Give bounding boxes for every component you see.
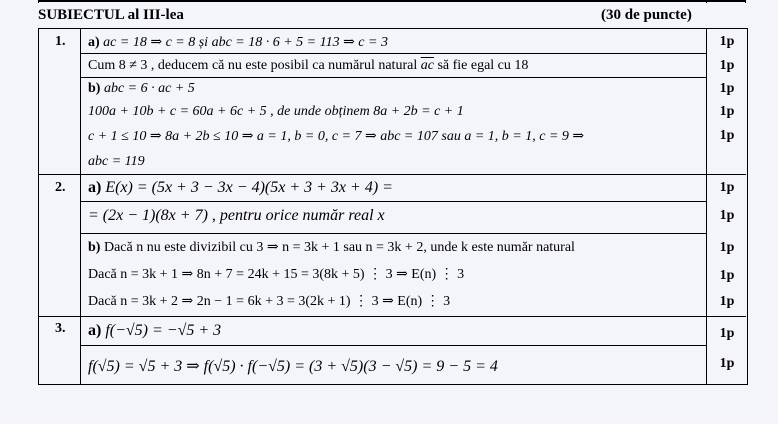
row-divider <box>80 77 706 78</box>
row-divider <box>80 233 706 234</box>
points-value: 1p <box>719 208 735 223</box>
q1-a-line1 <box>88 34 388 51</box>
q1-b-line2 <box>88 104 464 120</box>
part-label: b) <box>88 240 101 255</box>
formula: Dacă n = 3k + 2 ⇒ 2n − 1 = 6k + 3 = 3(2k + 1) ⋮ 3 ⇒ E(n) ⋮ 3 <box>88 294 451 309</box>
points-value: 1p <box>719 268 735 283</box>
row-divider <box>80 201 706 202</box>
q2-a-line1 <box>88 179 393 197</box>
points-value: 1p <box>719 356 735 371</box>
q2-b-line3 <box>88 293 450 310</box>
q2-b-line2 <box>88 266 464 283</box>
top-tick <box>745 0 746 3</box>
q2-a-line2 <box>88 207 385 225</box>
number-ac: $\overline{ac}$ <box>420 58 434 73</box>
points-value: 1p <box>719 58 735 73</box>
q1-b-line1 <box>88 81 195 97</box>
row-divider <box>80 53 706 54</box>
q1-a-line2 <box>88 58 528 74</box>
points-value: 1p <box>719 326 735 341</box>
formula: 100a + 10b + c = 60a + 6c + 5 , de unde obținem 8a + 2b = c + 1 <box>88 104 464 119</box>
points-value: 1p <box>719 240 735 255</box>
points-value: 1p <box>719 34 735 49</box>
part-label: a) <box>88 179 102 196</box>
text: să fie egal cu 18 <box>433 58 529 73</box>
row-divider <box>80 345 706 346</box>
column-divider <box>706 28 707 384</box>
points-value: 1p <box>719 128 735 143</box>
question-number: 2. <box>55 180 66 195</box>
q1-b-line3 <box>88 128 584 145</box>
question-divider <box>38 174 746 175</box>
formula: Dacă n = 3k + 1 ⇒ 8n + 7 = 24k + 15 = 3(8k + 5) ⋮ 3 ⇒ E(n) ⋮ 3 <box>88 267 465 282</box>
formula: ac = 18 ⇒ c = 8 și abc = 18 · 6 + 5 = 113 ⇒ c = 3 <box>103 35 388 50</box>
points-value: 1p <box>719 294 735 309</box>
top-rule <box>38 0 746 2</box>
formula: abc = 119 <box>88 154 145 169</box>
top-tick <box>38 0 39 3</box>
top-tick <box>706 0 707 3</box>
part-label: a) <box>88 322 102 339</box>
points-value: 1p <box>719 81 735 96</box>
section-points: (30 de puncte) <box>601 7 692 23</box>
question-divider <box>38 316 746 317</box>
text: Cum 8 ≠ 3 , deducem că nu este posibil ca numărul natural <box>88 58 421 73</box>
q2-b-line1 <box>88 239 575 256</box>
formula: c + 1 ≤ 10 ⇒ 8a + 2b ≤ 10 ⇒ a = 1, b = 0, c = 7 ⇒ abc = 107 sau a = 1, b = 1, c = 9 ⇒ <box>88 129 585 144</box>
formula: f(√5) = √5 + 3 ⇒ f(√5) · f(−√5) = (3 + √5)(3 − √5) = 9 − 5 = 4 <box>88 358 498 375</box>
section-title: SUBIECTUL al III-lea <box>38 7 184 23</box>
formula: f(−√5) = −√5 + 3 <box>105 322 222 339</box>
question-number: 3. <box>55 321 66 336</box>
q1-b-line4 <box>88 154 145 170</box>
formula: Dacă n nu este divizibil cu 3 ⇒ n = 3k + 1 sau n = 3k + 2, unde k este număr natural <box>103 240 575 255</box>
formula: = (2x − 1)(8x + 7) , pentru orice număr real x <box>88 207 385 224</box>
points-value: 1p <box>719 104 735 119</box>
question-number: 1. <box>55 34 66 49</box>
part-label: b) <box>88 81 101 96</box>
q3-a-line2 <box>88 356 498 376</box>
formula: E(x) = (5x + 3 − 3x − 4)(5x + 3 + 3x + 4) = <box>105 179 393 196</box>
column-divider <box>80 28 81 384</box>
points-value: 1p <box>719 180 735 195</box>
part-label: a) <box>88 35 100 50</box>
formula: abc = 6 · ac + 5 <box>103 81 195 96</box>
q3-a-line1 <box>88 322 221 340</box>
